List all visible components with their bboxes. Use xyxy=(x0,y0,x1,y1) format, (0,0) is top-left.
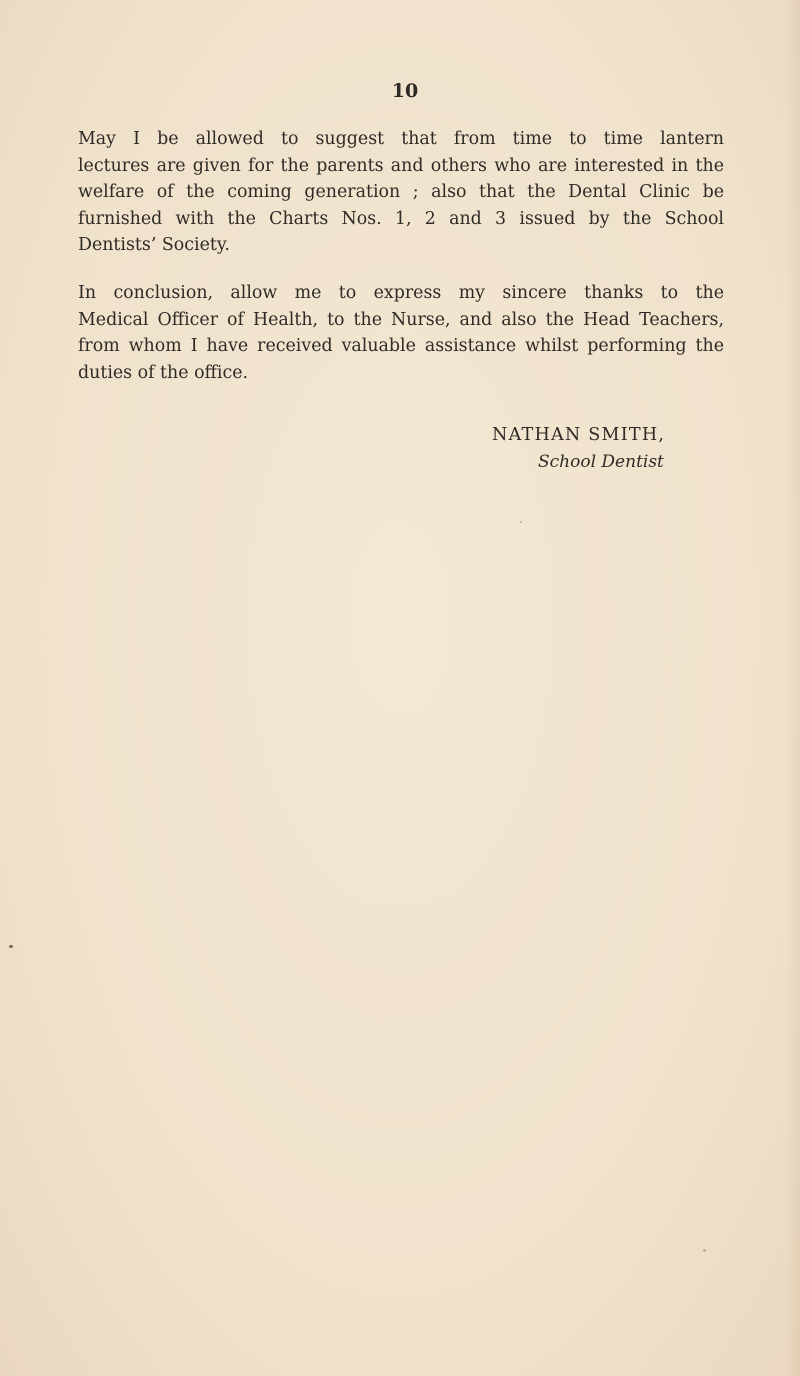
page-edge-shadow xyxy=(786,0,800,1376)
text-line: welfare of the coming generation ; also that the Dental Clinic be xyxy=(78,182,724,203)
paragraph-suggestion xyxy=(78,126,724,259)
scan-speck xyxy=(703,1249,706,1252)
text-line: lectures are given for the parents and others who are interested in the xyxy=(78,155,724,176)
text-line: furnished with the Charts Nos. 1, 2 and 3 issued by the School xyxy=(78,208,724,229)
page-number: 10 xyxy=(391,80,419,102)
text-line: In conclusion, allow me to express my sincere thanks to the xyxy=(78,283,724,303)
text-line: Medical Officer of Health, to the Nurse, and also the Head Teachers, xyxy=(78,309,724,330)
text-line: duties of the office. xyxy=(78,362,249,383)
text-line: from whom I have received valuable assistance whilst performing the xyxy=(78,336,724,357)
scan-speck xyxy=(520,521,522,523)
scan-speck xyxy=(9,945,13,948)
text-line: May I be allowed to suggest that from time to time lantern xyxy=(78,129,724,149)
text-line: Dentists’ Society. xyxy=(78,235,230,256)
paragraph-conclusion xyxy=(78,280,724,386)
signature-name: NATHAN SMITH, xyxy=(492,425,666,445)
signature-title: School Dentist xyxy=(538,452,664,472)
